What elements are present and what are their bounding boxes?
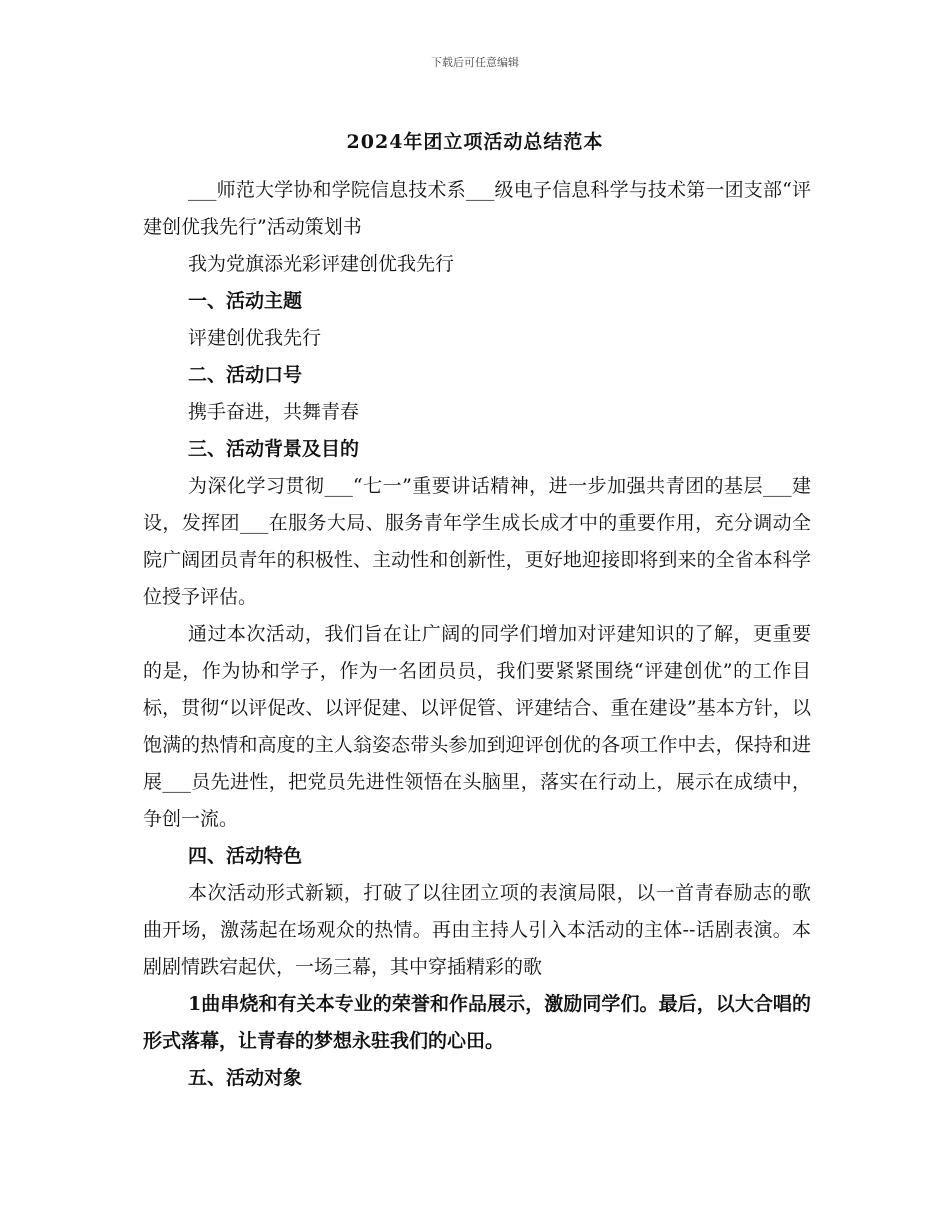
- paragraph-slogan: 携手奋进，共舞青春: [188, 401, 360, 423]
- document-body: [143, 172, 811, 1097]
- document-title: 2024年团立项活动总结范本: [346, 131, 604, 153]
- section-heading-slogan: 二、活动口号: [188, 364, 303, 386]
- header-note: 下载后可任意编辑: [431, 56, 519, 69]
- paragraph-intro: ___师范大学协和学院信息技术系___级电子信息科学与技术第一团支部“评建创优我先行”活动策划书: [143, 179, 811, 238]
- section-heading-audience: 五、活动对象: [188, 1067, 303, 1089]
- paragraph-theme: 评建创优我先行: [188, 327, 322, 349]
- section-heading-background: 三、活动背景及目的: [188, 438, 360, 460]
- paragraph-features: 本次活动形式新颖，打破了以往团立项的表演局限，以一首青春励志的歌曲开场，激荡起在场观众的热情。再由主持人引入本活动的主体--话剧表演。本剧剧情跌宕起伏，一场三幕，其中穿插精彩的歌: [143, 882, 811, 978]
- paragraph-background: 为深化学习贯彻___“七一”重要讲话精神，进一步加强共青团的基层___建设，发挥团___在服务大局、服务青年学生成长成才中的重要作用，充分调动全院广阔团员青年的积极性、主动性和创新性，更好地迎接即将到来的全省本科学位授予评估。: [143, 475, 811, 608]
- paragraph-slogan-line: 我为党旗添光彩评建创优我先行: [188, 253, 455, 275]
- section-heading-features: 四、活动特色: [188, 845, 303, 867]
- section-heading-theme: 一、活动主题: [188, 290, 303, 312]
- paragraph-purpose: 通过本次活动，我们旨在让广阔的同学们增加对评建知识的了解，更重要的是，作为协和学子，作为一名团员员，我们要紧紧围绕“评建创优”的工作目标，贯彻“以评促改、以评促建、以评促管、评建结合、重在建设”基本方针，以饱满的热情和高度的主人翁姿态带头参加到迎评创优的各项工作中去，保持和进展___员先进性，把党员先进性领悟在头脑里，落实在行动上，展示在成绩中，争创一流。: [143, 623, 811, 830]
- paragraph-features-continued: 1曲串烧和有关本专业的荣誉和作品展示，激励同学们。最后，以大合唱的形式落幕，让青春的梦想永驻我们的心田。: [143, 993, 811, 1052]
